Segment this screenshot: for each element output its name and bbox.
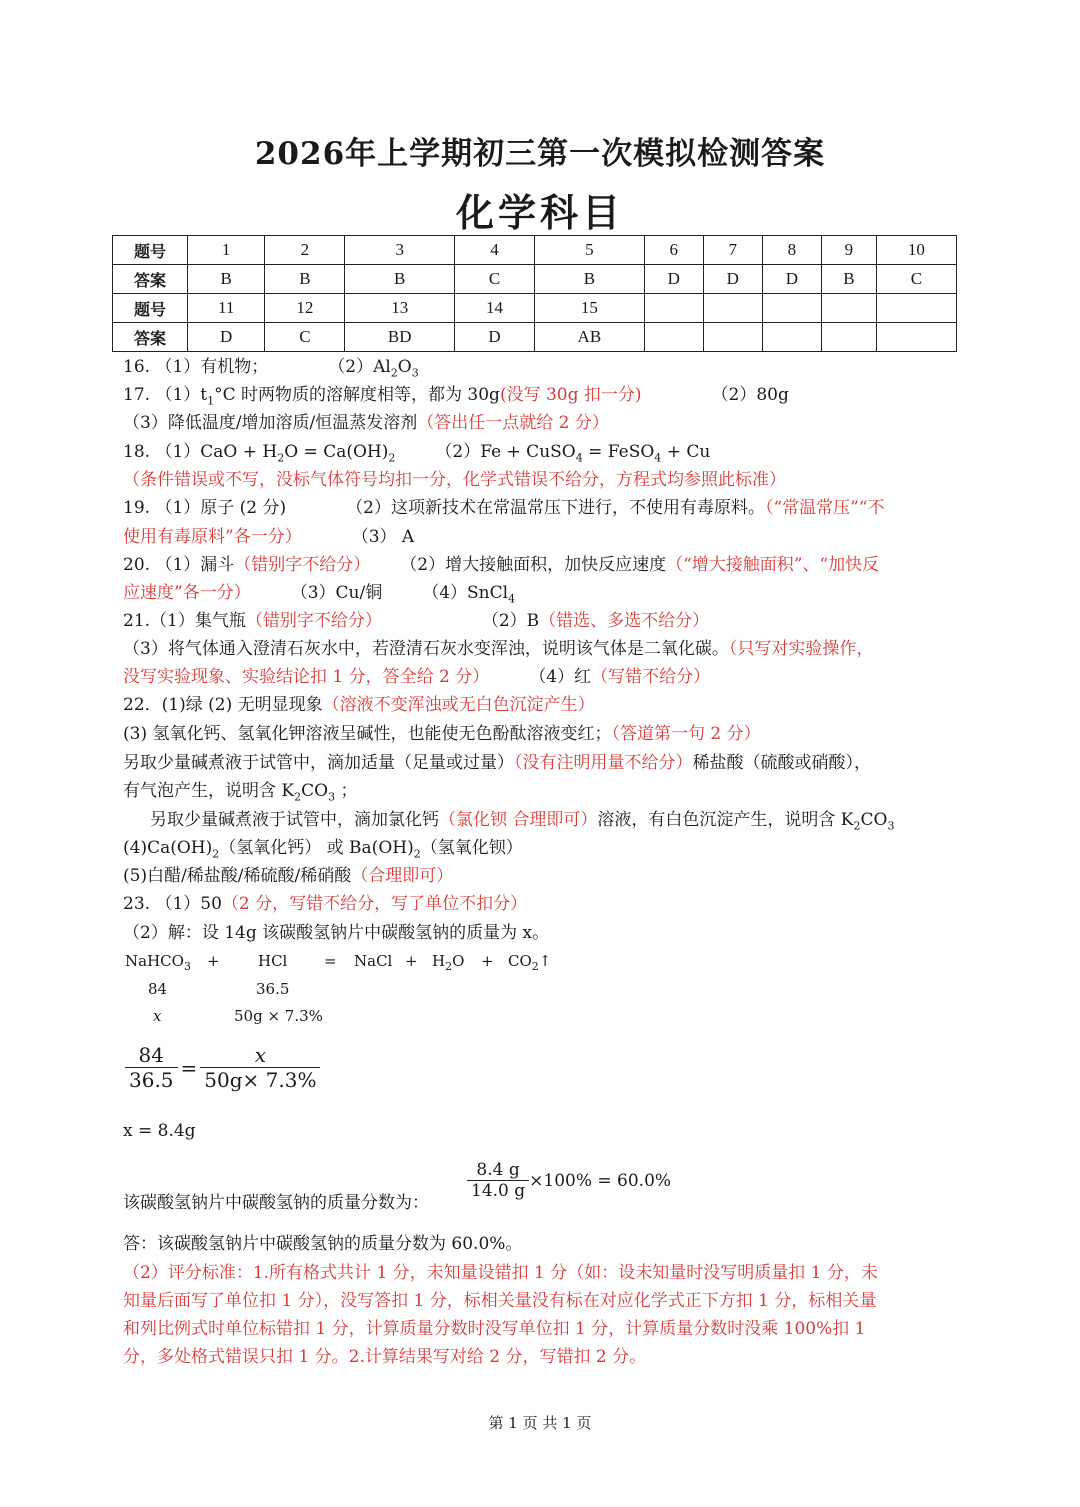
subscript: 2 bbox=[390, 366, 398, 380]
q22-line-5 bbox=[150, 809, 894, 831]
subscript: 3 bbox=[887, 819, 895, 833]
q21-part4: （4）红 bbox=[529, 667, 592, 687]
q17-grading-note: （答出任一点就给 2 分） bbox=[417, 413, 609, 433]
table-cell bbox=[821, 323, 876, 352]
q18-eq1: O = Ca(OH) bbox=[284, 442, 389, 462]
q21-grading-note: （错别字不给分） bbox=[245, 611, 382, 631]
q22-text: CO bbox=[860, 810, 888, 830]
page-footer: 第 1 页 共 1 页 bbox=[488, 1414, 592, 1432]
q16-part1: 16. （1）有机物； bbox=[123, 357, 269, 377]
q22-line-2 bbox=[123, 723, 761, 745]
q21-grading-note: （错选、多选不给分） bbox=[539, 611, 710, 631]
table-cell: 10 bbox=[876, 236, 956, 265]
table-row bbox=[113, 294, 957, 323]
q20-line-1 bbox=[123, 554, 879, 576]
q22-text: 另取少量碱煮液于试管中，滴加氯化钙 bbox=[150, 810, 439, 830]
final-answer: 答：该碳酸氢钠片中碳酸氢钠的质量分数为 60.0%。 bbox=[123, 1234, 523, 1254]
q23-line-2 bbox=[123, 922, 549, 944]
q19-grading-note: （“常温常压”“不 bbox=[764, 498, 885, 518]
table-cell: 15 bbox=[535, 294, 645, 323]
q22-part4: （氢氧化钙） 或 Ba(OH) bbox=[219, 838, 414, 858]
table-cell: 1 bbox=[188, 236, 265, 265]
subscript: 3 bbox=[328, 790, 336, 804]
q18-grading-note: （条件错误或不写，没标气体符号均扣一分，化学式错误不给分，方程式均参照此标准） bbox=[123, 470, 786, 490]
table-cell: 11 bbox=[188, 294, 265, 323]
q22-line-6 bbox=[123, 837, 523, 859]
q17-text: °C 时两物质的溶解度相等，都为 30g bbox=[214, 385, 500, 405]
table-cell: D bbox=[762, 265, 821, 294]
q22-part3: (3) 氢氧化钙、氢氧化钾溶液呈碱性，也能使无色酚酞溶液变红； bbox=[123, 724, 612, 744]
mass-fraction bbox=[467, 1160, 529, 1201]
table-header-cell: 答案 bbox=[113, 265, 188, 294]
q22-text: 稀盐酸（硫酸或硝酸）， bbox=[692, 753, 871, 773]
q18-eq2: （2）Fe + CuSO bbox=[435, 442, 576, 462]
q22-line-7 bbox=[123, 865, 453, 887]
table-cell bbox=[821, 294, 876, 323]
q17-text: 17. （1）t bbox=[123, 385, 208, 405]
formula-part: CO bbox=[508, 952, 532, 970]
table-cell: 3 bbox=[345, 236, 455, 265]
x-result: x = 8.4g bbox=[123, 1121, 196, 1141]
q22-grading-note: （合理即可） bbox=[351, 866, 454, 886]
mass-fraction-equation bbox=[467, 1160, 671, 1201]
q22-grading-note: （氯化钡 合理即可） bbox=[439, 810, 598, 830]
table-cell: D bbox=[703, 265, 762, 294]
table-cell: AB bbox=[535, 323, 645, 352]
table-header-cell: 题号 bbox=[113, 236, 188, 265]
subscript: 2 bbox=[388, 451, 396, 465]
q20-grading-note: （错别字不给分） bbox=[234, 555, 371, 575]
q23-grading-note: （2 分，写错不给分，写了单位不扣分） bbox=[221, 894, 528, 914]
q20-part4: （4）SnCl bbox=[422, 583, 509, 603]
q17-part3: （3）降低温度/增加溶质/恒温蒸发溶剂 bbox=[123, 413, 418, 433]
ratio-value: 84 bbox=[148, 980, 168, 998]
q19-grading-note: 使用有毒原料”各一分） bbox=[123, 527, 302, 547]
fraction-denominator: 14.0 g bbox=[471, 1181, 526, 1201]
table-cell: B bbox=[535, 265, 645, 294]
table-cell: B bbox=[188, 265, 265, 294]
q18-line-1 bbox=[123, 441, 710, 463]
q22-line-3 bbox=[123, 752, 871, 774]
subscript: 3 bbox=[183, 960, 191, 973]
table-cell: 2 bbox=[265, 236, 345, 265]
q18-eq2: + Cu bbox=[661, 442, 711, 462]
q21-part2: （2）B bbox=[481, 611, 540, 631]
table-cell bbox=[644, 294, 703, 323]
q16-line bbox=[123, 356, 419, 378]
table-cell: C bbox=[265, 323, 345, 352]
subscript: 4 bbox=[654, 451, 662, 465]
formula-co2 bbox=[508, 952, 552, 973]
table-cell: 14 bbox=[454, 294, 534, 323]
table-cell: 5 bbox=[535, 236, 645, 265]
formula-part: O bbox=[452, 952, 465, 970]
subscript: 4 bbox=[575, 451, 583, 465]
q22-part4: (4)Ca(OH) bbox=[123, 838, 213, 858]
table-cell: B bbox=[265, 265, 345, 294]
gas-arrow-icon: ↑ bbox=[538, 952, 552, 970]
mass-fraction-label: 该碳酸氢钠片中碳酸氢钠的质量分数为： bbox=[123, 1193, 429, 1213]
table-cell bbox=[762, 323, 821, 352]
table-cell bbox=[703, 323, 762, 352]
grading-criteria-3: 和列比例式时单位标错扣 1 分，计算质量分数时没写单位扣 1 分，计算质量分数时没乘 100%扣 1 bbox=[123, 1319, 866, 1339]
q21-part1: 21.（1）集气瓶 bbox=[123, 611, 246, 631]
q22-text: CO bbox=[301, 781, 329, 801]
q22-text: 有气泡产生，说明含 K bbox=[123, 781, 295, 801]
table-cell: 12 bbox=[265, 294, 345, 323]
q19-part1: 19. （1）原子 (2 分) bbox=[123, 498, 287, 518]
q22-text: ； bbox=[335, 781, 358, 801]
formula-hcl: HCl bbox=[258, 952, 288, 970]
q20-part1: 20. （1）漏斗 bbox=[123, 555, 235, 575]
formula-h2o bbox=[432, 952, 465, 973]
plus-sign: + bbox=[207, 952, 220, 970]
fraction-numerator: x bbox=[200, 1043, 320, 1068]
subscript: 3 bbox=[411, 366, 419, 380]
fraction-right bbox=[200, 1043, 320, 1092]
table-header-cell: 答案 bbox=[113, 323, 188, 352]
answer-table bbox=[112, 235, 957, 352]
q17-grading-note: (没写 30g 扣一分) bbox=[499, 385, 642, 405]
subscript: 4 bbox=[508, 592, 516, 606]
plus-sign: + bbox=[481, 952, 494, 970]
q20-grading-note: （“增大接触面积”、“加快反 bbox=[666, 555, 880, 575]
q22-part1: 22．(1)绿 (2) 无明显现象 bbox=[123, 695, 323, 715]
table-cell bbox=[644, 323, 703, 352]
table-row bbox=[113, 323, 957, 352]
q22-line-1 bbox=[123, 694, 595, 716]
q19-line-2 bbox=[123, 526, 414, 548]
subscript: 2 bbox=[445, 960, 453, 973]
fraction-numerator: 84 bbox=[125, 1043, 178, 1068]
table-cell: 6 bbox=[644, 236, 703, 265]
fraction-left bbox=[125, 1043, 178, 1092]
page-title: 2026年上学期初三第一次模拟检测答案 bbox=[254, 136, 826, 172]
q22-grading-note: （答道第一句 2 分） bbox=[611, 724, 761, 744]
q20-part3: （3）Cu/铜 bbox=[290, 583, 383, 603]
fraction-numerator: 8.4 g bbox=[467, 1160, 529, 1181]
equals-sign: = bbox=[324, 952, 337, 970]
q22-part5: (5)白醋/稀盐酸/稀硫酸/稀硝酸 bbox=[123, 866, 352, 886]
table-cell: 4 bbox=[454, 236, 534, 265]
q21-grading-note: （写错不给分） bbox=[591, 667, 711, 687]
subscript: 2 bbox=[277, 451, 285, 465]
q23-part1: 23. （1）50 bbox=[123, 894, 222, 914]
table-cell bbox=[876, 323, 956, 352]
q20-grading-note: 应速度”各一分） bbox=[123, 583, 251, 603]
q18-eq1: 18. （1）CaO + H bbox=[123, 442, 278, 462]
mass-fraction-tail: ×100% = 60.0% bbox=[529, 1170, 672, 1191]
subscript: 2 bbox=[853, 819, 861, 833]
q19-part2: （2）这项新技术在常温常压下进行，不使用有毒原料。 bbox=[346, 498, 765, 518]
table-row bbox=[113, 265, 957, 294]
plus-sign: + bbox=[405, 952, 418, 970]
q17-line-1 bbox=[123, 384, 789, 406]
subscript: 2 bbox=[413, 847, 421, 861]
ratio-value: 36.5 bbox=[256, 980, 290, 998]
table-cell: D bbox=[454, 323, 534, 352]
table-cell bbox=[762, 294, 821, 323]
subscript: 2 bbox=[531, 960, 539, 973]
formula-nahco3: NaHCO bbox=[125, 952, 184, 970]
table-cell: D bbox=[188, 323, 265, 352]
q23-part2: （2）解：设 14g 该碳酸氢钠片中碳酸氢钠的质量为 x。 bbox=[123, 923, 550, 943]
table-cell: C bbox=[454, 265, 534, 294]
q21-grading-note: （只写对实验操作， bbox=[728, 639, 874, 659]
table-row bbox=[113, 236, 957, 265]
table-cell bbox=[703, 294, 762, 323]
subscript: 2 bbox=[294, 790, 302, 804]
q19-part3: （3） A bbox=[351, 527, 415, 547]
table-cell: B bbox=[821, 265, 876, 294]
q21-part3: （3）将气体通入澄清石灰水中，若澄清石灰水变浑浊，说明该气体是二氧化碳。 bbox=[123, 639, 729, 659]
variable-x: x bbox=[153, 1007, 162, 1025]
table-cell: 7 bbox=[703, 236, 762, 265]
equation-row bbox=[125, 952, 191, 973]
table-cell: 8 bbox=[762, 236, 821, 265]
q20-line-2 bbox=[123, 582, 515, 604]
q22-grading-note: （溶液不变浑浊或无白色沉淀产生） bbox=[322, 695, 595, 715]
q20-part2: （2）增大接触面积，加快反应速度 bbox=[400, 555, 667, 575]
table-cell: D bbox=[644, 265, 703, 294]
table-cell bbox=[876, 294, 956, 323]
table-cell: C bbox=[876, 265, 956, 294]
q21-grading-note: 没写实验现象、实验结论扣 1 分，答全给 2 分） bbox=[123, 667, 490, 687]
q18-eq2: = FeSO bbox=[582, 442, 655, 462]
fraction-denominator: 50g× 7.3% bbox=[204, 1068, 317, 1092]
q16-part2: （2）Al bbox=[328, 357, 391, 377]
fraction-denominator: 36.5 bbox=[129, 1068, 174, 1092]
table-cell: 9 bbox=[821, 236, 876, 265]
q21-line-1 bbox=[123, 610, 709, 632]
proportion-equation bbox=[125, 1043, 320, 1092]
formula-nacl: NaCl bbox=[354, 952, 393, 970]
formula-part: H bbox=[432, 952, 446, 970]
subscript: 2 bbox=[212, 847, 220, 861]
q21-line-3 bbox=[123, 666, 710, 688]
given-quantity: 50g × 7.3% bbox=[234, 1007, 323, 1025]
q16-part2b: O bbox=[397, 357, 412, 377]
q17-part2: （2）80g bbox=[711, 385, 789, 405]
q22-text: 溶液，有白色沉淀产生，说明含 K bbox=[597, 810, 854, 830]
grading-criteria-4: 分，多处格式错误只扣 1 分。2.计算结果写对给 2 分，写错扣 2 分。 bbox=[123, 1347, 647, 1367]
grading-criteria-2: 知量后面写了单位扣 1 分），没写答扣 1 分，标相关量没有标在对应化学式正下方扣 1 分，标相关量 bbox=[123, 1291, 877, 1311]
q17-line-2 bbox=[123, 412, 609, 434]
q21-line-2 bbox=[123, 638, 873, 660]
q19-line-1 bbox=[123, 497, 885, 519]
equals-sign: = bbox=[180, 1055, 198, 1080]
q23-line-1 bbox=[123, 893, 527, 915]
subscript: 1 bbox=[207, 394, 215, 408]
q22-line-4 bbox=[123, 780, 357, 802]
table-header-cell: 题号 bbox=[113, 294, 188, 323]
q22-text: 另取少量碱煮液于试管中，滴加适量（足量或过量） bbox=[123, 753, 514, 773]
table-cell: B bbox=[345, 265, 455, 294]
page-subtitle: 化学科目 bbox=[455, 190, 624, 235]
table-cell: 13 bbox=[345, 294, 455, 323]
q22-grading-note: （没有注明用量不给分） bbox=[514, 753, 693, 773]
grading-criteria-1: （2）评分标准：1.所有格式共计 1 分，未知量设错扣 1 分（如：设未知量时没写明质量扣 1 分，未 bbox=[123, 1263, 878, 1283]
table-cell: BD bbox=[345, 323, 455, 352]
q22-part4: （氢氧化钡） bbox=[420, 838, 523, 858]
